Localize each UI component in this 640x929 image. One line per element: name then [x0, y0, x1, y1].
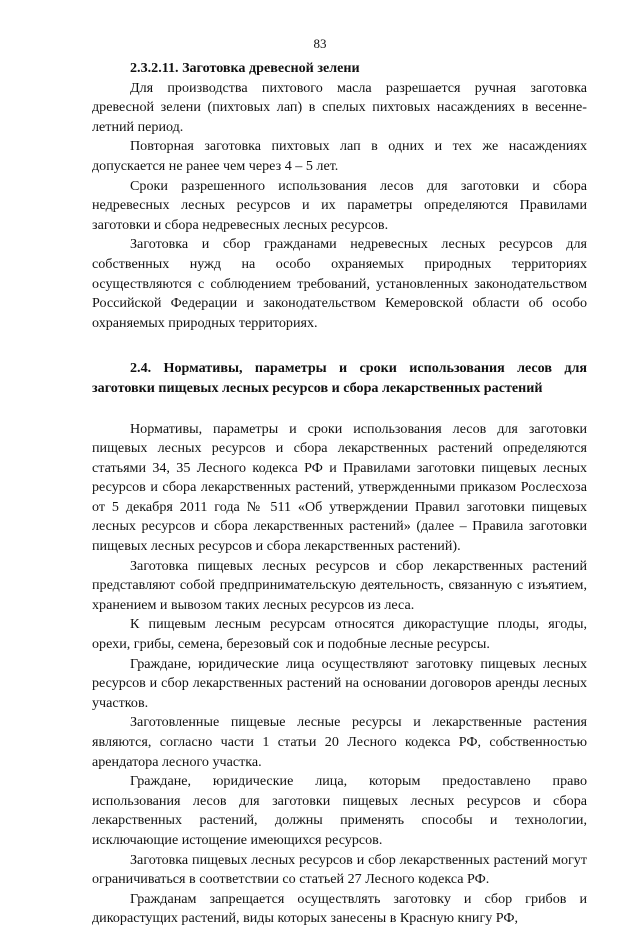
paragraph: Нормативы, параметры и сроки использования лесов для заготовки пищевых лесных ресурсов и сбора лекарственных растений определяются статьями 34, 35 Лесного кодекса РФ и Правилами заготовки пищевых лесных ресурсов и сбора лекарственных растений, утвержденными приказом Рослесхоза от 5 декабря 2011 года № 511 «Об утверждении Правил заготовки пищевых лесных ресурсов и сбора лекарственных растений» (далее – Правила заготовки пищевых лесных ресурсов и сбора лекарственных растений). [92, 420, 587, 555]
section-heading: 2.4. Нормативы, параметры и сроки использования лесов для заготовки пищевых лесных ресурсов и сбора лекарственных растений [92, 360, 587, 396]
paragraph: Заготовленные пищевые лесные ресурсы и лекарственные растения являются, согласно части 1 статьи 20 Лесного кодекса РФ, собственностью арендатора лесного участка. [92, 714, 587, 770]
paragraph: Граждане, юридические лица, которым предоставлено право использования лесов для заготовки пищевых лесных ресурсов и сбора лекарственных растений, должны применять способы и технологии, исключающие истощение имеющихся ресурсов. [92, 773, 587, 848]
paragraph: Повторная заготовка пихтовых лап в одних и тех же насаждениях допускается не ранее чем через 4 – 5 лет. [92, 138, 587, 174]
paragraph: Заготовка и сбор гражданами недревесных лесных ресурсов для собственных нужд на особо охраняемых природных территориях осуществляются с соблюдением требований, установленных законодательством Российской Федерации и законодательством Кемеровской области об особо охраняемых природных территориях. [92, 236, 587, 331]
paragraph: Заготовка пищевых лесных ресурсов и сбор лекарственных растений представляют собой предпринимательскую деятельность, связанную с изъятием, хранением и вывозом таких лесных ресурсов из леса. [92, 557, 587, 613]
page-content [92, 59, 587, 929]
paragraph: Для производства пихтового масла разрешается ручная заготовка древесной зелени (пихтовых лап) в спелых пихтовых насаждениях в весенне-летний период. [92, 79, 587, 135]
paragraph: Гражданам запрещается осуществлять заготовку и сбор грибов и дикорастущих растений, виды которых занесены в Красную книгу РФ, [92, 890, 587, 927]
paragraph: Граждане, юридические лица осуществляют заготовку пищевых лесных ресурсов и сбор лекарственных растений на основании договоров аренды лесных участков. [92, 655, 587, 711]
paragraph: К пищевым лесным ресурсам относятся дикорастущие плоды, ягоды, орехи, грибы, семена, березовый сок и подобные лесные ресурсы. [92, 616, 587, 653]
section-heading: 2.3.2.11. Заготовка древесной зелени [130, 60, 360, 76]
paragraph: Сроки разрешенного использования лесов для заготовки и сбора недревесных лесных ресурсов и их параметры определяются Правилами заготовки и сбора недревесных лесных ресурсов. [92, 177, 587, 233]
paragraph: Заготовка пищевых лесных ресурсов и сбор лекарственных растений могут ограничиваться в соответствии со статьей 27 Лесного кодекса РФ. [92, 851, 587, 888]
page-number: 83 [313, 36, 327, 51]
